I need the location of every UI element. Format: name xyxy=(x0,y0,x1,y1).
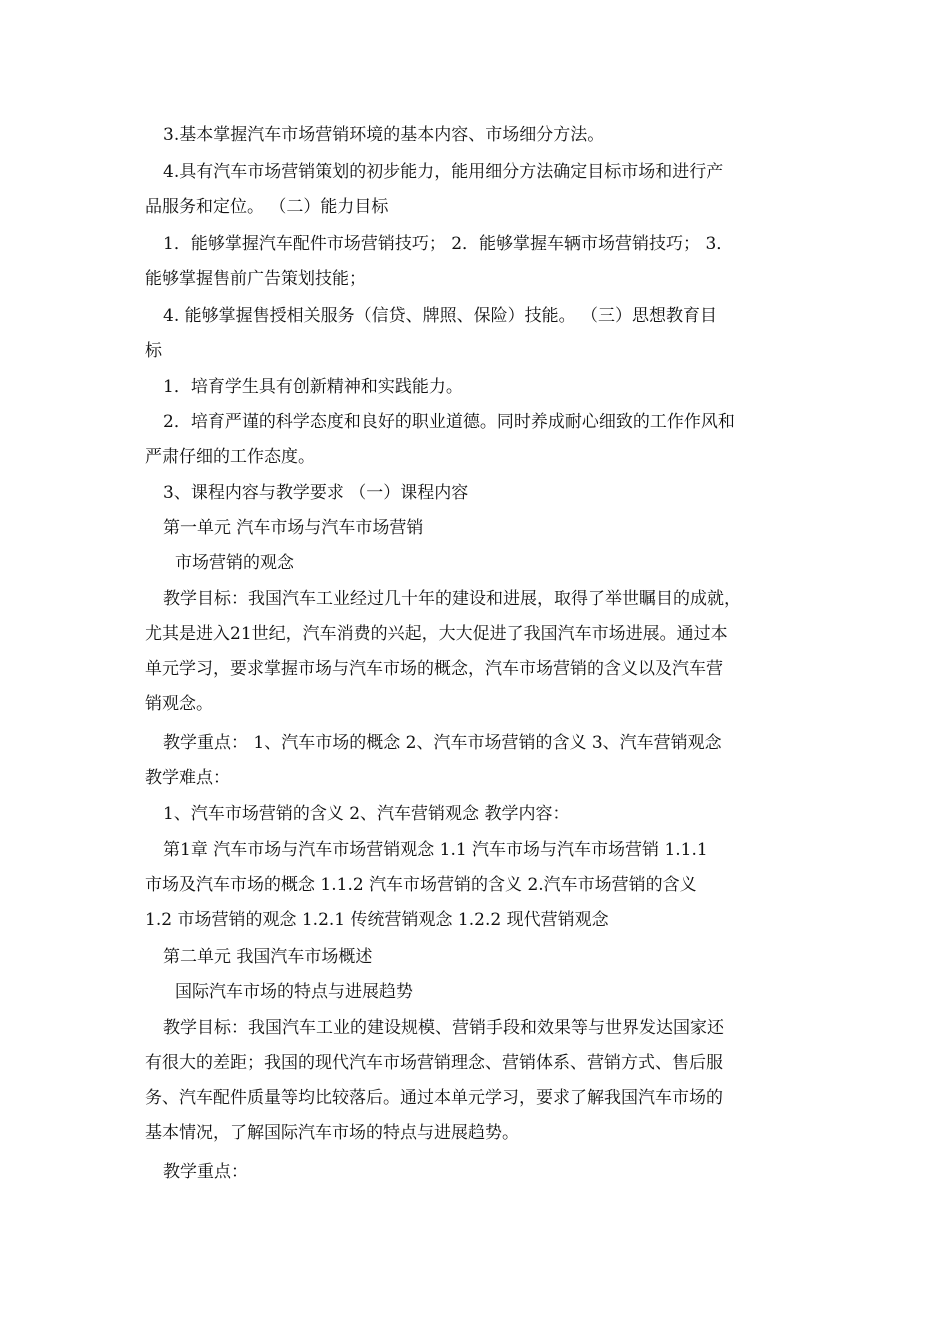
text-line: 第一单元 汽车市场与汽车市场营销 xyxy=(163,518,424,538)
text-line: 国际汽车市场的特点与进展趋势 xyxy=(175,982,413,1002)
text-line: 标 xyxy=(145,341,162,361)
paragraph-5 xyxy=(0,377,950,397)
text-line: 2．培育严谨的科学态度和良好的职业道德。同时养成耐心细致的工作作风和 xyxy=(163,412,735,432)
text-line: 3.基本掌握汽车市场营销环境的基本内容、市场细分方法。 xyxy=(163,125,605,145)
text-line: 第1章 汽车市场与汽车市场营销观念 1.1 汽车市场与汽车市场营销 1.1.1 xyxy=(163,840,708,860)
text-line: 1、汽车市场营销的含义 2、汽车营销观念 教学内容： xyxy=(163,804,570,824)
text-line: 1.2 市场营销的观念 1.2.1 传统营销观念 1.2.2 现代营销观念 xyxy=(145,910,609,930)
text-line: 市场及汽车市场的概念 1.1.2 汽车市场营销的含义 2.汽车市场营销的含义 xyxy=(145,875,697,895)
unit-heading-1 xyxy=(0,518,950,538)
text-line: 1．培育学生具有创新精神和实践能力。 xyxy=(163,377,463,397)
section-heading-1 xyxy=(0,553,950,573)
text-line: 能够掌握售前广告策划技能； xyxy=(145,269,366,289)
paragraph-3 xyxy=(0,234,950,289)
text-line: 3、课程内容与教学要求 （一）课程内容 xyxy=(163,483,469,503)
text-line: 教学目标：我国汽车工业的建设规模、营销手段和效果等与世界发达国家还 xyxy=(163,1018,724,1038)
paragraph-objective-1 xyxy=(0,589,950,714)
text-line: 1．能够掌握汽车配件市场营销技巧； 2．能够掌握车辆市场营销技巧； 3． xyxy=(163,234,734,254)
paragraph-objective-2 xyxy=(0,1018,950,1143)
paragraph-difficulties-1 xyxy=(0,804,950,824)
text-line: 有很大的差距；我国的现代汽车市场营销理念、营销体系、营销方式、售后服 xyxy=(145,1053,723,1073)
text-line: 销观念。 xyxy=(145,694,213,714)
paragraph-content-1 xyxy=(0,840,950,930)
text-line: 基本情况，了解国际汽车市场的特点与进展趋势。 xyxy=(145,1123,519,1143)
text-line: 尤其是进入21世纪，汽车消费的兴起，大大促进了我国汽车市场进展。通过本 xyxy=(145,624,728,644)
paragraph-7 xyxy=(0,483,950,503)
text-line: 品服务和定位。 （二）能力目标 xyxy=(145,197,389,217)
text-line: 市场营销的观念 xyxy=(175,553,294,573)
text-line: 第二单元 我国汽车市场概述 xyxy=(163,947,373,967)
text-line: 严肃仔细的工作态度。 xyxy=(145,447,315,467)
section-heading-2 xyxy=(0,982,950,1002)
text-line: 4.具有汽车市场营销策划的初步能力，能用细分方法确定目标市场和进行产 xyxy=(163,162,724,182)
text-line: 教学重点： 1、汽车市场的概念 2、汽车市场营销的含义 3、汽车营销观念 xyxy=(163,733,722,753)
text-line: 教学目标：我国汽车工业经过几十年的建设和进展，取得了举世瞩目的成就， xyxy=(163,589,741,609)
paragraph-6 xyxy=(0,412,950,467)
text-line: 教学难点： xyxy=(145,768,230,788)
paragraph-4 xyxy=(0,306,950,361)
text-line: 务、汽车配件质量等均比较落后。通过本单元学习，要求了解我国汽车市场的 xyxy=(145,1088,723,1108)
paragraph-1 xyxy=(0,125,950,145)
unit-heading-2 xyxy=(0,947,950,967)
paragraph-key-points-2 xyxy=(0,1162,950,1182)
text-line: 单元学习，要求掌握市场与汽车市场的概念，汽车市场营销的含义以及汽车营 xyxy=(145,659,723,679)
text-line: 4. 能够掌握售授相关服务（信贷、牌照、保险）技能。 （三）思想教育目 xyxy=(163,306,718,326)
paragraph-key-points-1 xyxy=(0,733,950,788)
paragraph-2 xyxy=(0,162,950,217)
text-line: 教学重点： xyxy=(163,1162,248,1182)
